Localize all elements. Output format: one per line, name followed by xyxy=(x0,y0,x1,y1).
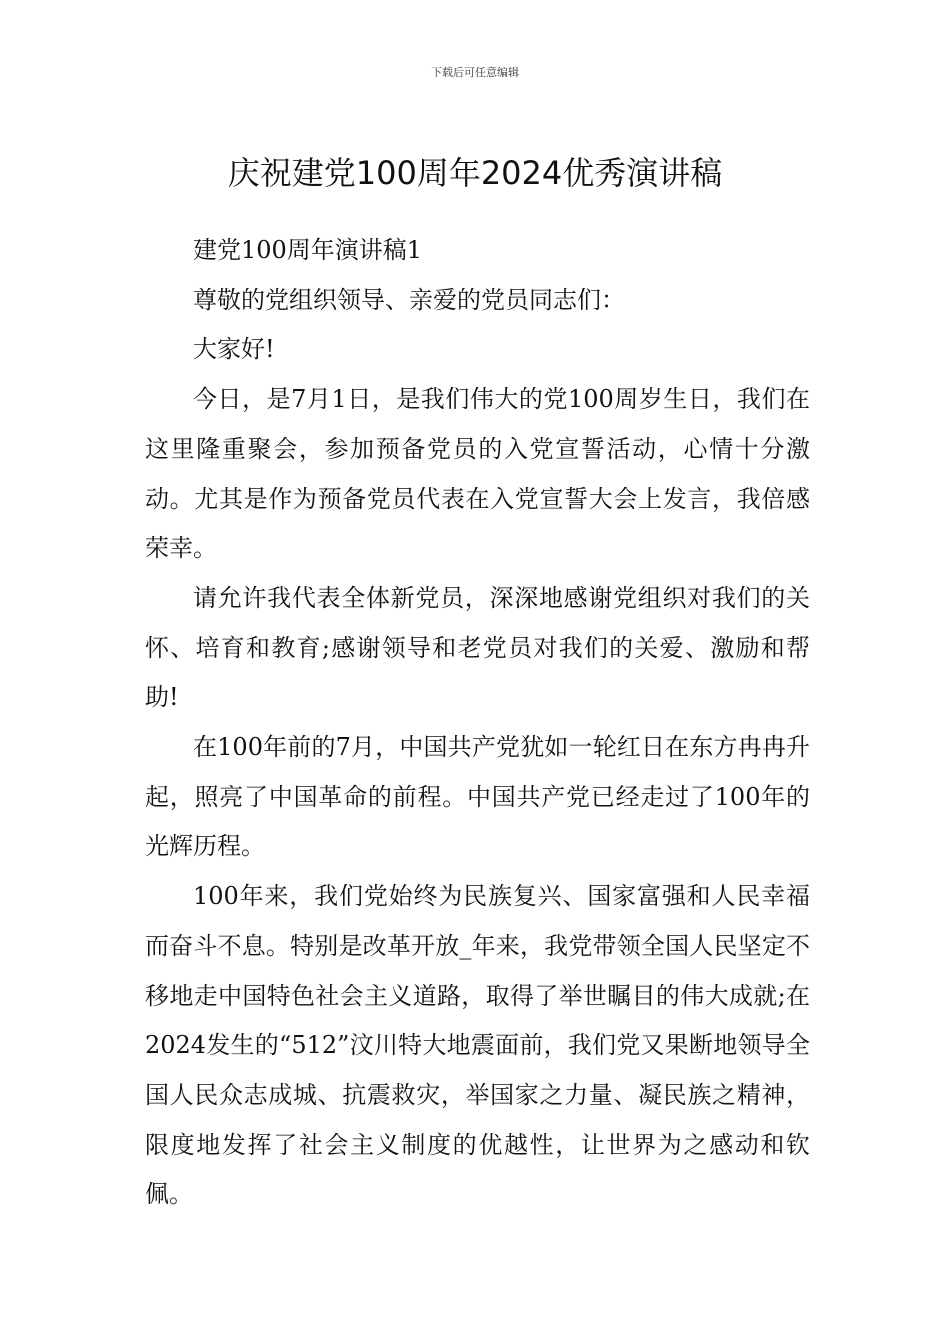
paragraph: 今日，是7月1日，是我们伟大的党100周岁生日，我们在这里隆重聚会，参加预备党员的入党宣誓活动，心情十分激动。尤其是作为预备党员代表在入党宣誓大会上发言，我倍感荣幸。 xyxy=(145,385,810,563)
paragraph: 请允许我代表全体新党员，深深地感谢党组织对我们的关怀、培育和教育;感谢领导和老党员对我们的关爱、激励和帮助! xyxy=(145,583,810,712)
paragraph-greeting: 大家好! xyxy=(193,335,275,364)
paragraph: 100年来，我们党始终为民族复兴、国家富强和人民幸福而奋斗不息。特别是改革开放_年来，我党带领全国人民坚定不移地走中国特色社会主义道路，取得了举世瞩目的伟大成就;在2024发生的“512”汶川特大地震面前，我们党又果断地领导全国人民众志成城、抗震救灾，举国家之力量、凝民族之精神，限度地发挥了社会主义制度的优越性，让世界为之感动和钦佩。 xyxy=(145,882,810,1209)
document-body xyxy=(145,226,810,1220)
document-title: 庆祝建党100周年2024优秀演讲稿 xyxy=(227,154,723,193)
header-note: 下载后可任意编辑 xyxy=(431,66,519,79)
paragraph-salutation: 尊敬的党组织领导、亲爱的党员同志们： xyxy=(193,285,625,314)
paragraph: 在100年前的7月，中国共产党犹如一轮红日在东方冉冉升起，照亮了中国革命的前程。中国共产党已经走过了100年的光辉历程。 xyxy=(145,733,810,861)
paragraph-subtitle: 建党100周年演讲稿1 xyxy=(193,236,423,264)
